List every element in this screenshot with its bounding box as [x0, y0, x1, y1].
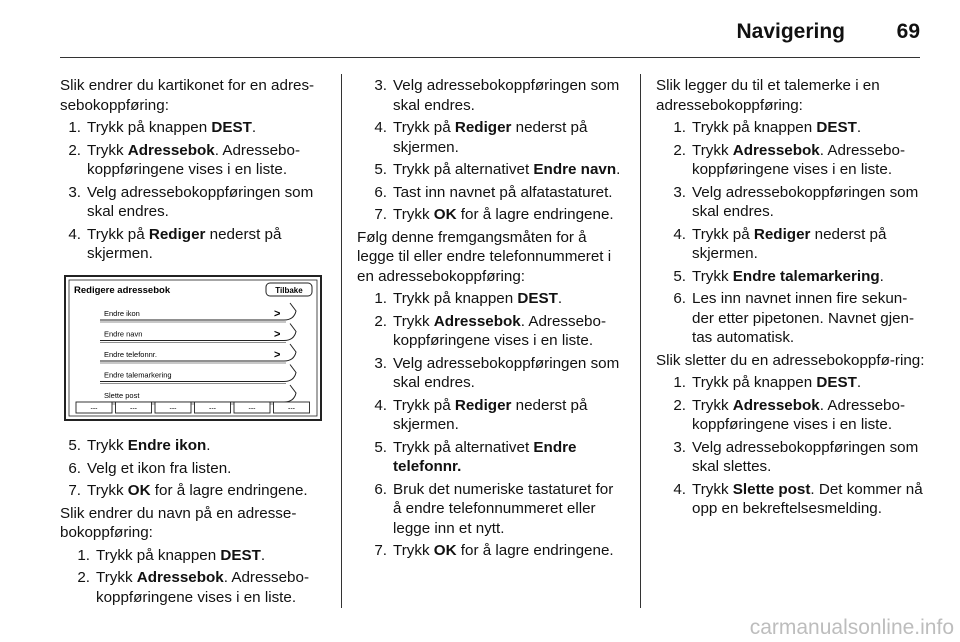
screen-softkey-label: ---	[130, 405, 137, 412]
step-text: Velg et ikon fra listen.	[87, 459, 232, 477]
step-item	[60, 141, 328, 180]
step-text: Velg adressebokoppføringen som skal endres.	[692, 183, 919, 220]
step-item	[665, 289, 926, 348]
step-text: .	[251, 119, 257, 136]
step-item	[665, 438, 926, 477]
paragraph: Slik endrer du kartikonet for en adres-sebokoppføring:	[60, 77, 315, 114]
step-text: Les inn navnet innen fire sekun-der etter pipetonen. Navnet gjen-tas automatisk.	[692, 290, 915, 346]
step-number: 2.	[68, 141, 81, 159]
step-item	[366, 118, 625, 157]
back-button-label: Tilbake	[275, 285, 303, 295]
step-number: 3.	[374, 77, 387, 94]
step-number: 1.	[374, 290, 387, 307]
step-keyword: Adressebok	[732, 396, 820, 414]
screen-softkey-label: ---	[248, 405, 256, 412]
step-item	[665, 118, 926, 138]
watermark: carmanualsonline.info	[749, 616, 954, 639]
screen-illustration	[64, 275, 322, 421]
step-item	[60, 225, 328, 264]
screen-menu-item-label: Endre talemarkering	[104, 370, 172, 379]
step-text: Trykk	[87, 141, 128, 159]
screen-softkey-label: ---	[209, 405, 216, 412]
step-number: 2.	[673, 396, 686, 414]
chevron-right-icon: >	[274, 328, 281, 340]
step-keyword: Rediger	[148, 225, 206, 243]
step-number: 3.	[68, 183, 81, 201]
step-number: 6.	[374, 183, 387, 201]
step-number: 4.	[673, 225, 686, 243]
step-number: 7.	[374, 206, 387, 223]
column-divider	[640, 74, 641, 608]
step-list	[656, 118, 926, 348]
step-text: .	[856, 119, 862, 136]
step-number: 4.	[68, 225, 81, 243]
screen-menu-item-label: Endre navn	[104, 329, 143, 338]
header-rule	[60, 57, 920, 58]
step-text: Velg adressebokoppføringen som skal endres.	[87, 183, 314, 220]
column-1	[60, 76, 328, 610]
step-number: 3.	[374, 354, 387, 372]
step-text: Trykk på	[692, 225, 754, 243]
step-text: for å lagre endringene.	[456, 206, 614, 223]
step-item	[665, 183, 926, 222]
step-number: 4.	[673, 480, 686, 498]
paragraph: Slik legger du til et talemerke i en adressebokoppføring:	[656, 77, 880, 114]
step-text: Trykk på alternativet	[393, 438, 534, 456]
step-text: .	[879, 267, 884, 285]
step-text: Trykk	[393, 206, 434, 223]
step-keyword: DEST	[816, 119, 857, 136]
step-text: Velg adressebokoppføringen som skal slettes.	[692, 438, 919, 475]
step-number: 6.	[673, 290, 686, 307]
step-text: . Adressebo-koppføringene vises i en liste.	[96, 569, 310, 606]
step-text: Velg adressebokoppføringen som skal endres.	[393, 77, 620, 114]
step-text: .	[856, 374, 862, 391]
step-text: Trykk på alternativet	[393, 161, 534, 178]
screen-title: Redigere adressebok	[74, 284, 171, 296]
step-keyword: Adressebok	[732, 141, 820, 159]
step-text: for å lagre endringene.	[150, 482, 308, 499]
step-text: Tast inn navnet på alfatastaturet.	[393, 183, 613, 201]
step-keyword: Endre navn	[533, 161, 617, 178]
step-number: 5.	[374, 161, 387, 178]
step-text: Trykk på	[393, 119, 455, 136]
step-text: nederst på skjermen.	[87, 225, 282, 262]
step-keyword: DEST	[220, 546, 261, 564]
step-item	[60, 183, 328, 222]
step-text: Trykk	[692, 396, 733, 414]
paragraph: Slik sletter du en adressebokoppfø-ring:	[656, 351, 925, 369]
step-item	[366, 438, 625, 477]
step-text: Trykk	[87, 482, 128, 499]
step-text: Trykk på	[393, 396, 455, 414]
paragraph: Følg denne fremgangsmåten for å legge til eller endre telefonnummeret i en adressebokoppføring:	[357, 228, 612, 285]
step-keyword: Rediger	[454, 119, 512, 136]
step-number: 2.	[374, 312, 387, 330]
step-item	[366, 76, 625, 115]
step-text: . Adressebo-koppføringene vises i en liste.	[692, 141, 906, 178]
step-text: Bruk det numeriske tastaturet for å endre telefonnummeret eller legge inn et nytt.	[393, 480, 614, 537]
step-item	[366, 160, 625, 180]
step-item	[665, 480, 926, 519]
step-keyword: Endre telefonnr.	[393, 438, 577, 475]
screen-menu-item-label: Endre telefonnr.	[104, 349, 157, 359]
step-text: .	[260, 546, 266, 564]
step-keyword: Endre talemarkering	[732, 267, 880, 285]
step-text: Trykk	[692, 141, 733, 159]
step-number: 5.	[374, 438, 387, 456]
step-text: Trykk	[692, 267, 733, 285]
step-item	[665, 225, 926, 264]
step-item	[366, 205, 625, 225]
step-item	[366, 312, 625, 351]
step-keyword: OK	[127, 482, 151, 499]
step-text: . Det kommer nå opp en bekreftelsesmelding.	[692, 480, 923, 517]
chevron-right-icon: >	[274, 307, 281, 320]
step-text: Trykk	[393, 542, 434, 559]
step-text: . Adressebo-koppføringene vises i en liste.	[87, 141, 301, 178]
step-list	[357, 76, 625, 225]
step-text: Trykk på knappen	[87, 119, 212, 136]
step-keyword: Adressebok	[127, 141, 215, 159]
step-number: 5.	[673, 267, 686, 285]
page-title: Navigering	[736, 20, 845, 43]
step-number: 5.	[68, 437, 81, 454]
step-item	[366, 541, 625, 561]
column-3	[656, 76, 926, 522]
step-text: . Adressebo-koppføringene vises i en liste.	[393, 312, 607, 349]
screen-menu-item-label: Endre ikon	[104, 308, 140, 318]
step-keyword: DEST	[517, 290, 558, 307]
step-text: Trykk	[87, 437, 128, 454]
step-text: Trykk	[692, 480, 733, 498]
chevron-right-icon: >	[274, 348, 281, 361]
step-item	[366, 289, 625, 309]
page-header	[0, 0, 960, 60]
step-text: Velg adressebokoppføringen som skal endres.	[393, 354, 620, 391]
step-item	[366, 354, 625, 393]
step-text: .	[206, 437, 211, 454]
step-text: Trykk på	[87, 225, 149, 243]
page-number: 69	[896, 20, 920, 43]
step-number: 1.	[68, 119, 81, 136]
step-number: 3.	[673, 438, 686, 456]
step-item	[665, 373, 926, 393]
step-text: .	[557, 290, 563, 307]
step-number: 7.	[68, 482, 81, 499]
step-keyword: Slette post	[732, 480, 811, 498]
step-keyword: DEST	[816, 374, 857, 391]
step-list	[60, 118, 328, 264]
step-list	[656, 373, 926, 519]
step-text: . Adressebo-koppføringene vises i en liste.	[692, 396, 906, 433]
step-text: Trykk	[393, 312, 434, 330]
step-item	[665, 396, 926, 435]
column-2	[357, 76, 625, 564]
step-item	[366, 396, 625, 435]
step-text: nederst på skjermen.	[393, 119, 588, 156]
screen-softkey-label: ---	[169, 405, 177, 412]
step-keyword: OK	[433, 206, 457, 223]
step-number: 1.	[77, 546, 90, 564]
step-number: 7.	[374, 542, 387, 559]
step-number: 6.	[374, 480, 387, 498]
step-number: 4.	[374, 119, 387, 136]
step-text: Trykk på knappen	[96, 546, 221, 564]
step-text: Trykk på knappen	[692, 119, 817, 136]
step-text: for å lagre endringene.	[456, 542, 614, 559]
step-text: Trykk	[96, 569, 137, 586]
step-item	[665, 141, 926, 180]
step-item	[60, 436, 328, 456]
step-item	[60, 481, 328, 501]
step-item	[69, 546, 328, 566]
step-number: 2.	[673, 141, 686, 159]
step-keyword: OK	[433, 542, 457, 559]
step-list	[60, 436, 328, 501]
step-item	[366, 480, 625, 539]
step-list	[357, 289, 625, 561]
screen-menu-item-label: Slette post	[104, 390, 140, 400]
step-keyword: Rediger	[454, 396, 512, 414]
step-text: .	[616, 161, 621, 178]
step-keyword: Adressebok	[433, 312, 521, 330]
step-keyword: Endre ikon	[127, 437, 207, 454]
step-text: nederst på skjermen.	[692, 225, 887, 262]
step-list	[60, 546, 328, 608]
paragraph: Slik endrer du navn på en adresse-bokoppføring:	[60, 504, 297, 541]
step-item	[69, 568, 328, 607]
step-keyword: Rediger	[753, 225, 811, 243]
step-text: nederst på skjermen.	[393, 396, 588, 433]
screen-softkey-label: ---	[90, 405, 98, 412]
step-number: 4.	[374, 396, 387, 414]
step-number: 6.	[68, 459, 81, 477]
column-divider	[341, 74, 342, 608]
step-number: 3.	[673, 183, 686, 201]
step-number: 1.	[673, 119, 686, 136]
step-text: Trykk på knappen	[692, 374, 817, 391]
step-text: Trykk på knappen	[393, 290, 518, 307]
step-keyword: DEST	[211, 119, 252, 136]
step-number: 1.	[673, 374, 686, 391]
step-item	[60, 118, 328, 138]
step-item	[366, 183, 625, 203]
step-keyword: Adressebok	[136, 569, 224, 586]
step-item	[665, 267, 926, 287]
screen-softkey-label: ---	[288, 405, 295, 412]
step-item	[60, 459, 328, 479]
step-number: 2.	[77, 569, 90, 586]
